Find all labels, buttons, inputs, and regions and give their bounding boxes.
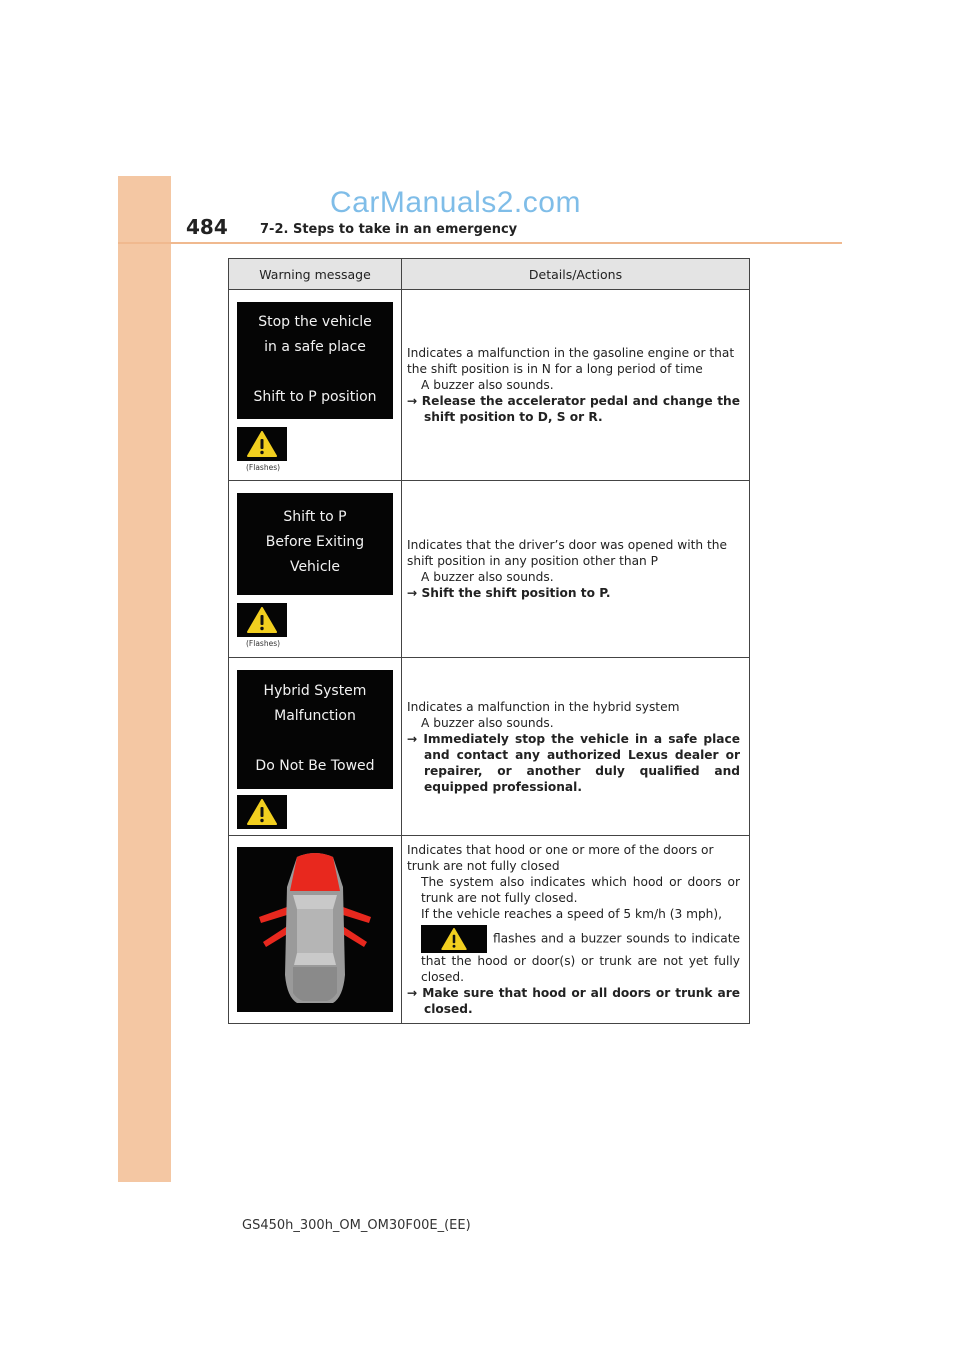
arrow-icon: → <box>407 986 418 1000</box>
speed-note: If the vehicle reaches a speed of 5 km/h (3 mph), <box>421 907 723 921</box>
display-line: Shift to P <box>283 509 347 525</box>
arrow-icon: → <box>407 394 418 408</box>
warning-triangle-icon <box>237 427 287 461</box>
table-header-row <box>229 259 750 290</box>
display-line: Vehicle <box>289 559 341 575</box>
display-line: Do Not Be Towed <box>255 758 375 774</box>
display-line: Shift to P position <box>253 389 377 405</box>
arrow-icon: → <box>407 731 418 746</box>
warning-message-cell <box>229 290 402 481</box>
table-row <box>229 290 750 481</box>
details-cell <box>402 481 750 658</box>
column-header-warning-message: Warning message <box>229 259 402 290</box>
warning-message-cell <box>229 658 402 836</box>
chapter-sidebar-tab <box>118 176 171 1182</box>
display-line: Malfunction <box>274 708 356 724</box>
message-display <box>237 670 393 789</box>
column-header-details-actions: Details/Actions <box>402 259 750 290</box>
watermark: CarManuals2.com <box>330 186 581 219</box>
action-text: → Make sure that hood or all doors or trunk are closed. <box>407 986 740 1016</box>
description-text: Indicates a malfunction in the hybrid system <box>407 699 680 714</box>
message-display <box>237 493 393 595</box>
header-rule <box>118 242 842 244</box>
details-cell <box>402 836 750 1024</box>
details-cell <box>402 290 750 481</box>
display-line: in a safe place <box>264 339 366 355</box>
warning-message-cell <box>229 481 402 658</box>
action-text: → Release the accelerator pedal and change the shift position to D, S or R. <box>407 394 740 424</box>
description-text: Indicates a malfunction in the gasoline engine or that the shift position is in N for a long period of time <box>407 346 735 376</box>
display-line: Before Exiting <box>265 534 365 550</box>
display-line <box>237 729 393 754</box>
warning-triangle-icon <box>237 603 287 637</box>
action-text: → Immediately stop the vehicle in a safe place and contact any authorized Lexus dealer or repairer, or another duly qualified and equipped professional. <box>407 731 740 794</box>
action-text: → Shift the shift position to P. <box>407 586 611 600</box>
warning-message-cell <box>229 836 402 1024</box>
display-line <box>237 360 393 385</box>
car-doors-open-icon <box>237 847 393 1012</box>
warning-triangle-icon <box>421 925 487 953</box>
warning-message-table <box>228 258 750 1024</box>
description-text: Indicates that hood or one or more of the doors or trunk are not fully closed <box>407 843 714 873</box>
table-row <box>229 481 750 658</box>
message-display <box>237 302 393 419</box>
section-title: 7-2. Steps to take in an emergency <box>260 222 518 237</box>
flashes-note: (Flashes) <box>246 639 281 648</box>
buzzer-note: A buzzer also sounds. <box>421 378 554 392</box>
table-row <box>229 836 750 1024</box>
indication-note: The system also indicates which hood or doors or trunk are not fully closed. <box>421 875 740 905</box>
display-line: Stop the vehicle <box>258 314 372 330</box>
arrow-icon: → <box>407 586 418 600</box>
flashes-note: (Flashes) <box>246 463 281 472</box>
buzzer-note: A buzzer also sounds. <box>421 715 554 730</box>
table-row <box>229 658 750 836</box>
warning-triangle-icon <box>237 795 287 829</box>
flash-note: flashes and a buzzer sounds to indicate that the hood or door(s) or trunk are not yet fully closed. <box>407 925 740 985</box>
details-cell <box>402 658 750 836</box>
footer-model-code: GS450h_300h_OM_OM30F00E_(EE) <box>242 1218 471 1233</box>
buzzer-note: A buzzer also sounds. <box>421 570 554 584</box>
description-text: Indicates that the driver’s door was opened with the shift position in any position other than P <box>407 538 728 568</box>
page-number: 484 <box>186 215 228 239</box>
display-line: Hybrid System <box>263 683 367 699</box>
